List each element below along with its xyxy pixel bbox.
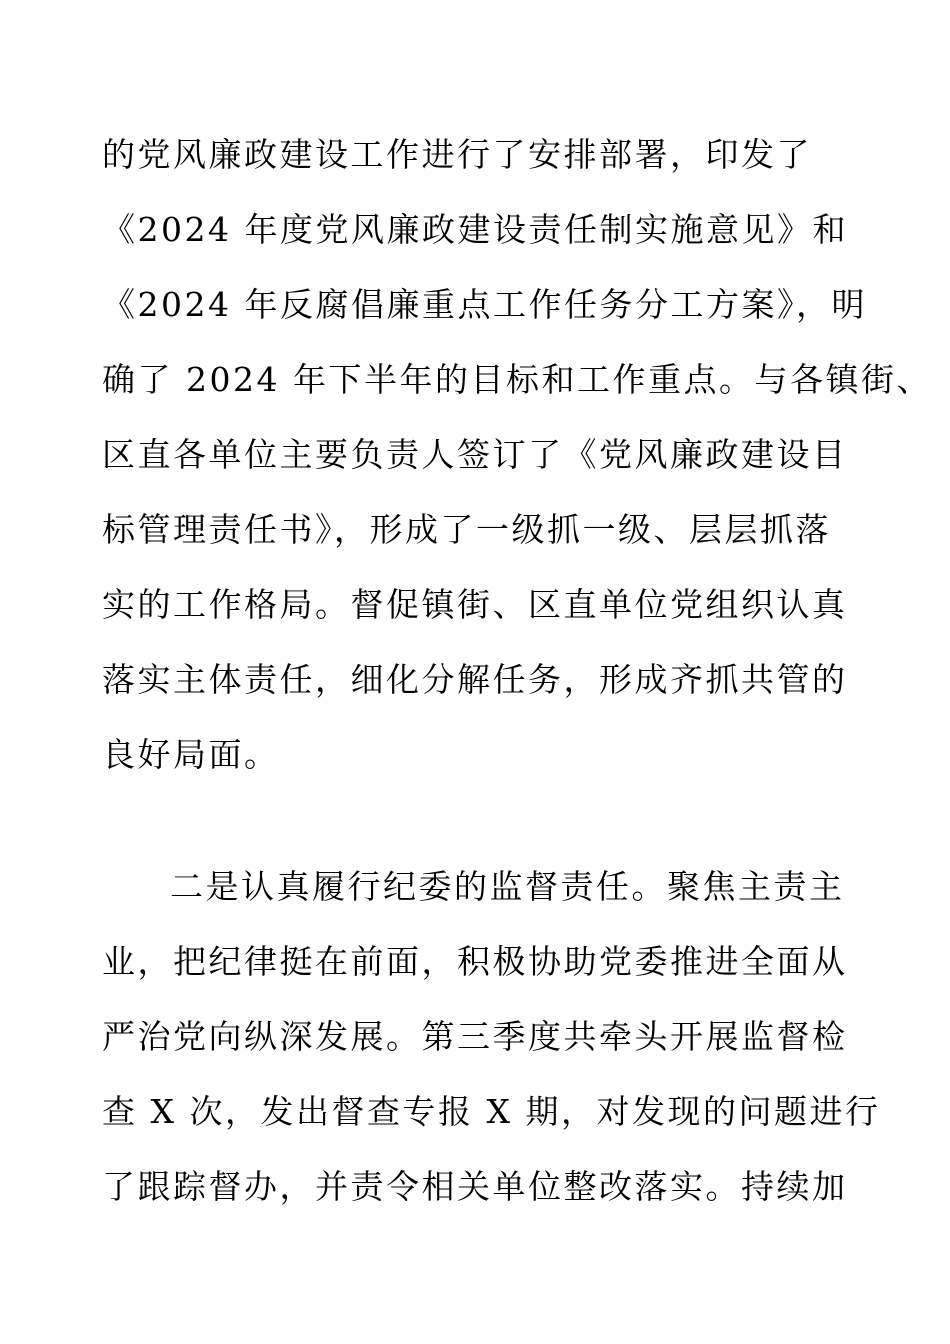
text-line: 业，把纪律挺在前面，积极协助党委推进全面从 — [102, 942, 848, 981]
text-line: 标管理责任书》，形成了一级抓一级、层层抓落 — [102, 510, 831, 549]
text-line: 实的工作格局。督促镇街、区直单位党组织认真 — [102, 585, 848, 624]
text-line: 二是认真履行纪委的监督责任。聚焦主责主 — [170, 867, 845, 906]
text-line: 的党风廉政建设工作进行了安排部署，印发了 — [102, 135, 812, 174]
text-line: 确了 2024 年下半年的目标和工作重点。与各镇街、 — [102, 360, 932, 399]
text-line: 《2024 年反腐倡廉重点工作任务分工方案》，明 — [102, 285, 867, 324]
text-line: 落实主体责任，细化分解任务，形成齐抓共管的 — [102, 660, 848, 699]
text-line: 了跟踪督办，并责令相关单位整改落实。持续加 — [102, 1167, 848, 1206]
text-line: 《2024 年度党风廉政建设责任制实施意见》和 — [102, 210, 848, 249]
text-line: 查 X 次，发出督查专报 X 期，对发现的问题进行 — [102, 1092, 881, 1131]
text-line: 严治党向纵深发展。第三季度共牵头开展监督检 — [102, 1017, 848, 1056]
text-line: 区直各单位主要负责人签订了《党风廉政建设目 — [102, 435, 848, 474]
paragraph-2 — [102, 849, 881, 1224]
text-line: 良好局面。 — [102, 735, 280, 774]
paragraph-1 — [102, 117, 932, 792]
